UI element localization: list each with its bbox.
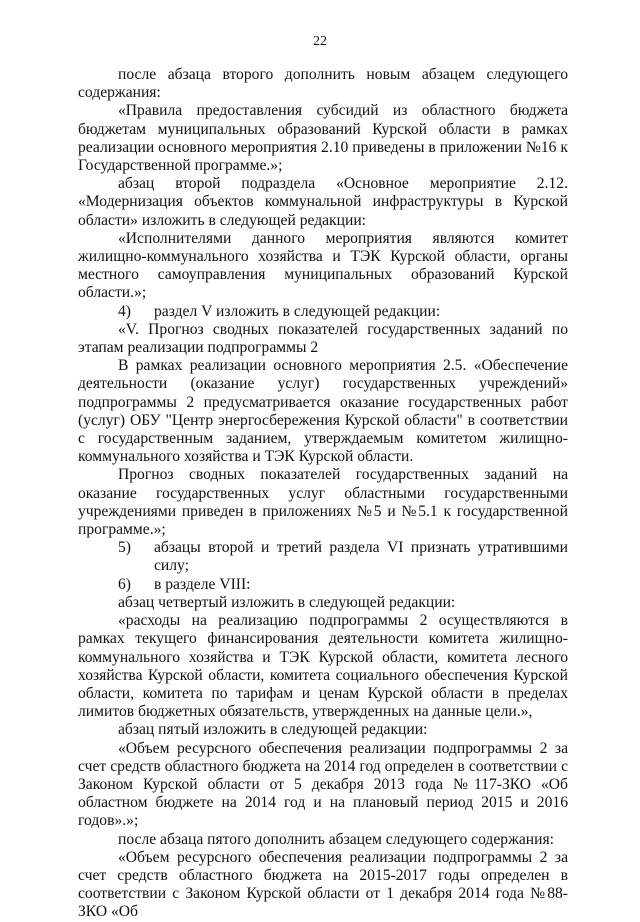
list-item-text: абзацы второй и третий раздела VI признать утратившими силу; — [154, 539, 568, 575]
paragraph: абзац пятый изложить в следующей редакции: — [118, 721, 428, 739]
paragraph: после абзаца пятого дополнить абзацем следующего содержания: — [118, 830, 554, 848]
list-item-number: 4) — [118, 302, 131, 320]
list-item-text: в разделе VIII: — [154, 575, 251, 593]
page-number: 22 — [313, 34, 327, 49]
paragraph: после абзаца второго дополнить новым абзацем следующего содержания: — [78, 66, 568, 102]
paragraph: «Исполнителями данного мероприятия являются комитет жилищно-коммунального хозяйства и ТЭК Курской области, органы местного самоуправления муниципальных образований Курской области.»; — [78, 229, 568, 302]
list-item-number: 5) — [118, 539, 131, 557]
paragraph: «Правила предоставления субсидий из областного бюджета бюджетам муниципальных образований Курской области в рамках реализации основного мероприятия 2.10 приведены в приложении №16 к Государственной программе.»; — [78, 102, 568, 175]
list-item-text: раздел V изложить в следующей редакции: — [154, 302, 441, 320]
paragraph: абзац четвертый изложить в следующей редакции: — [118, 593, 456, 611]
list-item — [78, 576, 568, 594]
list-item-number: 6) — [118, 575, 131, 593]
paragraph: Прогноз сводных показателей государственных заданий на оказание государственных услуг областными государственными учреждениями приведен в приложениях №5 и №5.1 к государственной программе.»; — [78, 466, 568, 539]
paragraph: «расходы на реализацию подпрограммы 2 осуществляются в рамках текущего финансирования деятельности комитета жилищно-коммунального хозяйства и ТЭК Курской области, комитета лесного хозяйства Курской области, комитета социального обеспечения Курской области, комитета по тарифам и ценам Курской области в пределах лимитов бюджетных обязательств, утвержденных на данные цели.», — [78, 612, 568, 721]
document-body — [78, 66, 568, 922]
list-item — [78, 539, 568, 575]
paragraph: абзац второй подраздела «Основное мероприятие 2.12. «Модернизация объектов коммунальной инфраструктуры в Курской области» изложить в следующей редакции: — [78, 175, 568, 229]
paragraph: «Объем ресурсного обеспечения реализации подпрограммы 2 за счет средств областного бюджета на 2014 год определен в соответствии с Законом Курской области от 5 декабря 2013 года №117-ЗКО «Об областном бюджете на 2014 год и на плановый период 2015 и 2016 годов».»; — [78, 739, 568, 830]
list-item — [78, 303, 568, 321]
paragraph: «Объем ресурсного обеспечения реализации подпрограммы 2 за счет средств областного бюджета на 2015-2017 годы определен в соответствии с Законом Курской области от 1 декабря 2014 года №88-ЗКО «Об — [78, 848, 568, 921]
paragraph: В рамках реализации основного мероприятия 2.5. «Обеспечение деятельности (оказание услуг) государственных учреждений» подпрограммы 2 предусматривается оказание государственных работ (услуг) ОБУ "Центр энергосбережения Курской области" в соответствии с государственным заданием, утверждаемым комитетом жилищно-коммунального хозяйства и ТЭК Курской области. — [78, 357, 568, 466]
section-heading: «V. Прогноз сводных показателей государственных заданий по этапам реализации подпрограммы 2 — [78, 320, 568, 357]
